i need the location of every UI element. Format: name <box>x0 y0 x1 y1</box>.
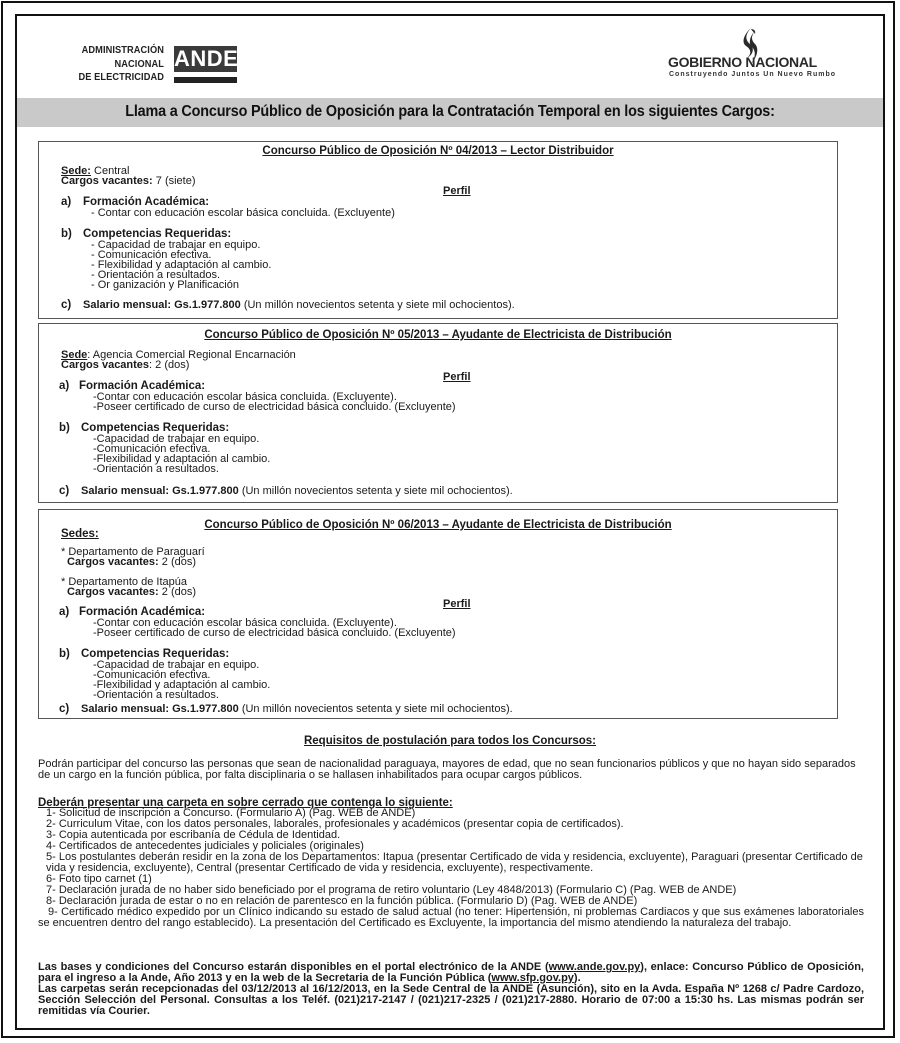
list-item: -Orientación a resultados. <box>93 463 219 475</box>
formacion-list <box>93 618 456 638</box>
footer-recepcion: Las carpetas serán recepcionadas del 03/12/2013 al 16/12/2013, en la Sede Central de la ANDE (Asunción), sito en la Avda. España Nº 1268 c/ Padre Cardozo, Sección Selección del Personal. Consultas a los Teléf. (021)217-2147 / (021)217-2325 / (021)217-2880. Horario de 07:00 a 15:30 hs. Las mismas podrán ser remitidas vía Courier. <box>38 983 864 1017</box>
list-item: - Contar con educación escolar básica concluida. (Excluyente) <box>91 207 395 219</box>
page-title: Llama a Concurso Público de Oposición para la Contratación Temporal en los siguientes Cargos: <box>125 103 775 120</box>
concurso-box-06 <box>38 509 838 719</box>
list-item: -Comunicación efectiva. <box>93 669 211 681</box>
document-item: 7- Declaración jurada de no haber sido beneficiado por el programa de retiro voluntario (Ley 4848/2013) (Formulario C) (Pag. WEB de ANDE) <box>46 884 737 896</box>
list-item: -Orientación a resultados. <box>93 689 219 701</box>
documents-list <box>38 808 864 929</box>
vacantes-label: Cargos vacantes: <box>61 175 153 187</box>
formacion-list <box>93 392 456 412</box>
footer-bases <box>38 962 864 984</box>
salario-text: (Un millón novecientos setenta y siete mil ochocientos). <box>240 299 515 311</box>
list-item: - Orientación a resultados. <box>91 269 221 281</box>
document-item: 2- Curriculum Vitae, con los datos personales, laborales, profesionales y académicos (presentar copia de certificados). <box>46 818 624 830</box>
salario-heading: Salario mensual: Gs.1.977.800 <box>81 485 239 497</box>
footer-notice <box>38 962 864 1017</box>
list-item: -Poseer certificado de curso de electricidad básica concluido. (Excluyente) <box>93 401 456 413</box>
list-item: -Poseer certificado de curso de electricidad básica concluido. (Excluyente) <box>93 627 456 639</box>
perfil-heading: Perfil <box>443 598 471 610</box>
salario-heading: Salario mensual: Gs.1.977.800 <box>83 299 241 311</box>
vacantes-line <box>61 176 196 186</box>
vacantes-value: 7 (siete) <box>152 175 196 187</box>
vacantes-value: : 2 (dos) <box>149 359 190 371</box>
footer-text: Las bases y condiciones del Concurso estarán disponibles en el portal electrónico de la ANDE ( <box>38 961 549 973</box>
formacion-letter: a) <box>59 606 70 618</box>
formacion-list <box>91 208 395 218</box>
salario-text: (Un millón novecientos setenta y siete mil ochocientos). <box>238 703 513 715</box>
list-item: - Comunicación efectiva. <box>91 249 212 261</box>
formacion-heading: Formación Académica: <box>83 196 210 208</box>
vacantes-line <box>67 557 196 567</box>
sede-name: * Departamento de Paraguarí <box>61 546 205 558</box>
list-item: -Flexibilidad y adaptación al cambio. <box>93 679 271 691</box>
gobierno-name: GOBIERNO NACIONAL <box>668 54 817 70</box>
formacion-heading: Formación Académica: <box>79 606 206 618</box>
document-item: 4- Certificados de antecedentes judiciales y policiales (originales) <box>46 840 364 852</box>
document-item: 1- Solicitud de inscripción a Concurso. (Formulario A) (Pag. WEB de ANDE) <box>46 807 416 819</box>
list-item: -Flexibilidad y adaptación al cambio. <box>93 453 271 465</box>
requisitos-title: Requisitos de postulación para todos los Concursos: <box>303 735 596 747</box>
list-item: -Contar con educación escolar básica concluida. (Excluyente). <box>93 617 397 629</box>
vacantes-label: Cargos vacantes: <box>67 556 159 568</box>
list-item: -Capacidad de trabajar en equipo. <box>93 433 260 445</box>
salario-letter: c) <box>59 703 70 715</box>
ande-org-line: NACIONAL <box>114 57 164 70</box>
sede-label: Sede <box>61 349 88 361</box>
ande-underline-bar <box>174 77 237 83</box>
ande-acronym: ANDE <box>174 46 239 71</box>
competencias-list <box>91 240 271 290</box>
title-band <box>17 98 883 127</box>
concurso-title: Concurso Público de Oposición Nº 05/2013 – Ayudante de Electricista de Distribución <box>204 329 672 341</box>
document-item: 6- Foto tipo carnet (1) <box>46 873 152 885</box>
sfp-website-link[interactable]: www.sfp.gov.py <box>491 972 574 984</box>
vacantes-value: 2 (dos) <box>158 556 197 568</box>
formacion-heading: Formación Académica: <box>79 380 206 392</box>
documents-title: Deberán presentar una carpeta en sobre cerrado que contenga lo siguiente: <box>38 797 453 809</box>
vacantes-label: Cargos vacantes <box>61 359 150 371</box>
competencias-letter: b) <box>59 648 70 660</box>
salario-letter: c) <box>61 299 72 311</box>
competencias-heading: Competencias Requeridas: <box>81 648 230 660</box>
list-item: - Or ganización y Planificación <box>91 279 239 291</box>
salario-heading: Salario mensual: Gs.1.977.800 <box>81 703 239 715</box>
competencias-letter: b) <box>59 422 70 434</box>
document-item: 3- Copia autenticada por escribanía de Cédula de Identidad. <box>46 829 341 841</box>
perfil-heading: Perfil <box>443 371 471 383</box>
footer-text: ), enlace: Concurso Público de Oposición, para el ingreso a la Ande, Año 2013 y en la web de la Secretaria de la Función Pública ( <box>38 961 864 984</box>
list-item: - Flexibilidad y adaptación al cambio. <box>91 259 272 271</box>
competencias-heading: Competencias Requeridas: <box>81 422 230 434</box>
competencias-list <box>93 660 270 700</box>
vacantes-value: 2 (dos) <box>158 586 197 598</box>
vacantes-label: Cargos vacantes: <box>67 586 159 598</box>
gobierno-tagline: Construyendo Juntos Un Nuevo Rumbo <box>669 71 836 78</box>
ande-org-name <box>74 44 164 85</box>
formacion-letter: a) <box>59 380 70 392</box>
sede-value: Central <box>90 165 130 177</box>
sede-value: : Agencia Comercial Regional Encarnación <box>87 349 296 361</box>
sede-label: Sede: <box>61 165 91 177</box>
concurso-box-05 <box>38 323 838 503</box>
list-item: -Comunicación efectiva. <box>93 443 211 455</box>
perfil-heading: Perfil <box>443 185 471 197</box>
competencias-letter: b) <box>61 228 72 240</box>
requisitos-intro: Podrán participar del concurso las personas que sean de nacionalidad paraguaya, mayores de edad, que no sean funcionarios públicos y que no hayan sido separados de un cargo en la función pública, por falta disciplinaria o se hallasen inhabilitados para ocupar cargos públicos. <box>38 758 856 781</box>
list-item: -Contar con educación escolar básica concluida. (Excluyente). <box>93 391 397 403</box>
document-item: 5- Los postulantes deberán residir en la zona de los Departamentos: Itapua (presentar Certificado de vida y residencia, excluyente), Paraguari (presentar Certificado de vida y residencia, excluyente), Central (presentar Certificado de vida y residencia, excluyente), respectivamente. <box>46 851 863 874</box>
document-item: 9- Certificado médico expedido por un Clínico indicando su estado de salud actual (no tener: Hipertensión, ni problemas Cardiacos y que sus exámenes laboratoriales se encuentren dentro del rango establecido). La presentación del Certificado es Excluyente, la importancia del mismo atendiendo la naturaleza del trabajo. <box>38 906 864 929</box>
sedes-label: Sedes: <box>61 528 99 540</box>
concurso-box-04 <box>38 141 838 319</box>
competencias-heading: Competencias Requeridas: <box>83 228 232 240</box>
competencias-list <box>93 434 270 474</box>
ande-org-line: ADMINISTRACIÓN <box>81 44 164 56</box>
sede-name: * Departamento de Itapúa <box>61 576 187 588</box>
vacantes-line <box>61 360 189 370</box>
ande-org-line: DE ELECTRICIDAD <box>78 71 164 83</box>
gobierno-nacional-logo <box>666 25 841 78</box>
salario-letter: c) <box>59 485 70 497</box>
list-item: -Capacidad de trabajar en equipo. <box>93 659 260 671</box>
concurso-title: Concurso Público de Oposición Nº 04/2013 – Lector Distribuidor <box>262 145 614 157</box>
salario-line <box>81 486 513 496</box>
salario-line <box>83 300 515 310</box>
ande-website-link[interactable]: www.ande.gov.py <box>548 961 641 973</box>
salario-text: (Un millón novecientos setenta y siete mil ochocientos). <box>238 485 513 497</box>
document-item: 8- Declaración jurada de estar o no en relación de parentesco en la función pública. (Formulario D) (Pag. WEB de ANDE) <box>46 895 638 907</box>
salario-line <box>81 704 513 714</box>
footer-text: ). <box>573 972 581 984</box>
formacion-letter: a) <box>61 196 72 208</box>
concurso-title: Concurso Público de Oposición Nº 06/2013 – Ayudante de Electricista de Distribución <box>204 519 672 531</box>
vacantes-line <box>67 587 196 597</box>
list-item: - Capacidad de trabajar en equipo. <box>91 239 261 251</box>
